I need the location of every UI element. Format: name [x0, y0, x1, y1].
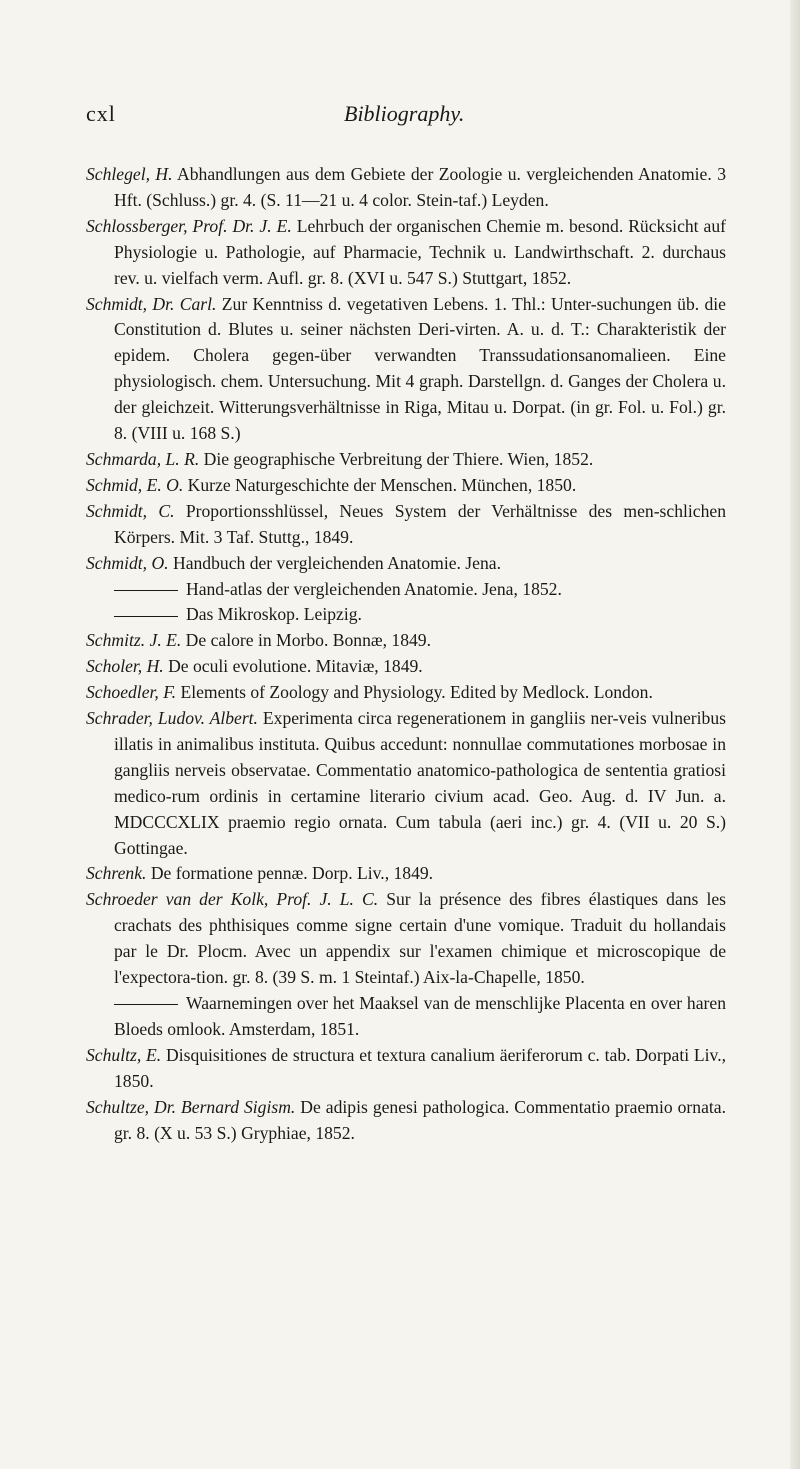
entry-author: Schrader, Ludov. Albert. [86, 708, 258, 729]
entry-text: Lehrbuch der organischen Chemie m. besond. Rücksicht auf Physiologie u. Pathologie, auf Pharmacie, Technik u. Landwirthschaft. 2. durchaus rev. u. vielfach verm. Aufl. gr. 8. (XVI u. 547 S.) Stuttgart, 1852. [114, 215, 726, 288]
entry-author: Schmarda, L. R. [86, 448, 200, 469]
bibliography-entry [86, 551, 726, 577]
bibliography-entry [86, 447, 726, 473]
entry-text: De formatione pennæ. Dorp. Liv., 1849. [146, 863, 434, 884]
entry-author: Scholer, H. [86, 656, 164, 677]
bibliography-entry [86, 1043, 726, 1095]
entry-author: Schmid, E. O. [86, 474, 184, 495]
entry-text: Experimenta circa regenerationem in gangliis ner-veis vulneribus illatis in animalibus instituta. Quibus accedunt: nonnullae commutationes morbosae in gangliis nerveis observatae. Commentatio anatomico-pathologica de sententia gratiosi medico-rum ordinis in certamine literario civium acad. Geo. Aug. d. IV Jun. a. MDCCCXLIX praemio regio ornata. Cum tabula (aeri inc.) gr. 4. (VII u. 20 S.) Gottingae. [114, 708, 726, 858]
bibliography-entry [86, 214, 726, 292]
entry-text: Proportionsshlüssel, Neues System der Verhältnisse des men-schlichen Körpers. Mit. 3 Taf. Stuttg., 1849. [114, 500, 726, 547]
entry-author: Schultze, Dr. Bernard Sigism. [86, 1096, 296, 1117]
entry-author: Schlegel, H. [86, 164, 173, 184]
entry-text: Abhandlungen aus dem Gebiete der Zoologie u. vergleichenden Anatomie. 3 Hft. (Schluss.) gr. 4. (S. 11—21 u. 4 color. Stein-taf.) Leyden. [114, 164, 726, 210]
bibliography-entry [86, 887, 726, 991]
entry-text: Hand-atlas der vergleichenden Anatomie. Jena, 1852. [186, 578, 562, 599]
entry-text: Zur Kenntniss d. vegetativen Lebens. 1. Thl.: Unter-suchungen üb. die Constitution d. Blutes u. seiner nächsten Deri-virten. A. u. d. T.: Charakteristik der epidem. Cholera gegen-über verwandten Transsudationsanomalieen. Eine physiologisch. chem. Untersuchung. Mit 4 graph. Darstellgn. d. Ganges der Cholera u. der gleichzeit. Witterungsverhältnisse in Riga, Mitau u. Dorpat. (in gr. Fol. u. Fol.) gr. 8. (VIII u. 168 S.) [114, 293, 726, 444]
bibliography-entry [86, 499, 726, 551]
entry-author: Schultz, E. [86, 1044, 162, 1065]
entry-text: De oculi evolutione. Mitaviæ, 1849. [163, 656, 423, 677]
bibliography-entry [86, 162, 726, 214]
entry-text: Elements of Zoology and Physiology. Edited by Medlock. London. [176, 682, 653, 703]
entry-text: Waarnemingen over het Maaksel van de menschlijke Placenta en over haren Bloeds omlook. Amsterdam, 1851. [114, 993, 726, 1039]
bibliography-entry [86, 628, 726, 654]
entry-author: Schmidt, C. [86, 500, 175, 521]
bibliography-entry [86, 1095, 726, 1147]
running-title: Bibliography. [344, 101, 465, 126]
bibliography-entry [86, 861, 726, 887]
entry-author: Schmidt, Dr. Carl. [86, 293, 217, 314]
ditto-dash [114, 616, 178, 617]
bibliography-entry [86, 680, 726, 706]
entry-text: Kurze Naturgeschichte der Menschen. München, 1850. [183, 474, 577, 495]
bibliography-entry [86, 473, 726, 499]
entry-author: Schmitz. J. E. [86, 630, 182, 651]
bibliography-list [86, 162, 726, 1146]
entry-text: Sur la présence des fibres élastiques dans les crachats des phthisiques comme signe certain d'une vomique. Traduit du hollandais par le Dr. Plocm. Avec un appendix sur l'examen chimique et microscopique de l'expectora-tion. gr. 8. (39 S. m. 1 Steintaf.) Aix-la-Chapelle, 1850. [114, 889, 727, 988]
entry-author: Schrenk. [86, 863, 147, 884]
bibliography-entry-continued [86, 602, 726, 628]
bibliography-entry [86, 292, 726, 447]
entry-text: Die geographische Verbreitung der Thiere. Wien, 1852. [199, 448, 594, 469]
entry-author: Schmidt, O. [86, 552, 169, 573]
page-edge [790, 0, 800, 1469]
entry-author: Schroeder van der Kolk, Prof. J. L. C. [86, 889, 379, 910]
page-number: cxl [86, 101, 116, 126]
bibliography-entry-continued [86, 991, 726, 1043]
bibliography-entry [86, 654, 726, 680]
ditto-dash [114, 1004, 178, 1005]
entry-author: Schoedler, F. [86, 682, 177, 703]
entry-text: Disquisitiones de structura et textura canalium äeriferorum c. tab. Dorpati Liv., 1850. [114, 1044, 726, 1091]
entry-text: Das Mikroskop. Leipzig. [186, 604, 362, 625]
bibliography-entry-continued [86, 577, 726, 603]
page-header [86, 101, 726, 141]
bibliography-entry [86, 706, 726, 861]
entry-text: De adipis genesi pathologica. Commentatio praemio ornata. gr. 8. (X u. 53 S.) Gryphiae, 1852. [114, 1096, 726, 1143]
entry-text: Handbuch der vergleichenden Anatomie. Jena. [168, 552, 501, 573]
entry-author: Schlossberger, Prof. Dr. J. E. [86, 215, 292, 236]
ditto-dash [114, 590, 178, 591]
entry-text: De calore in Morbo. Bonnæ, 1849. [181, 630, 431, 651]
